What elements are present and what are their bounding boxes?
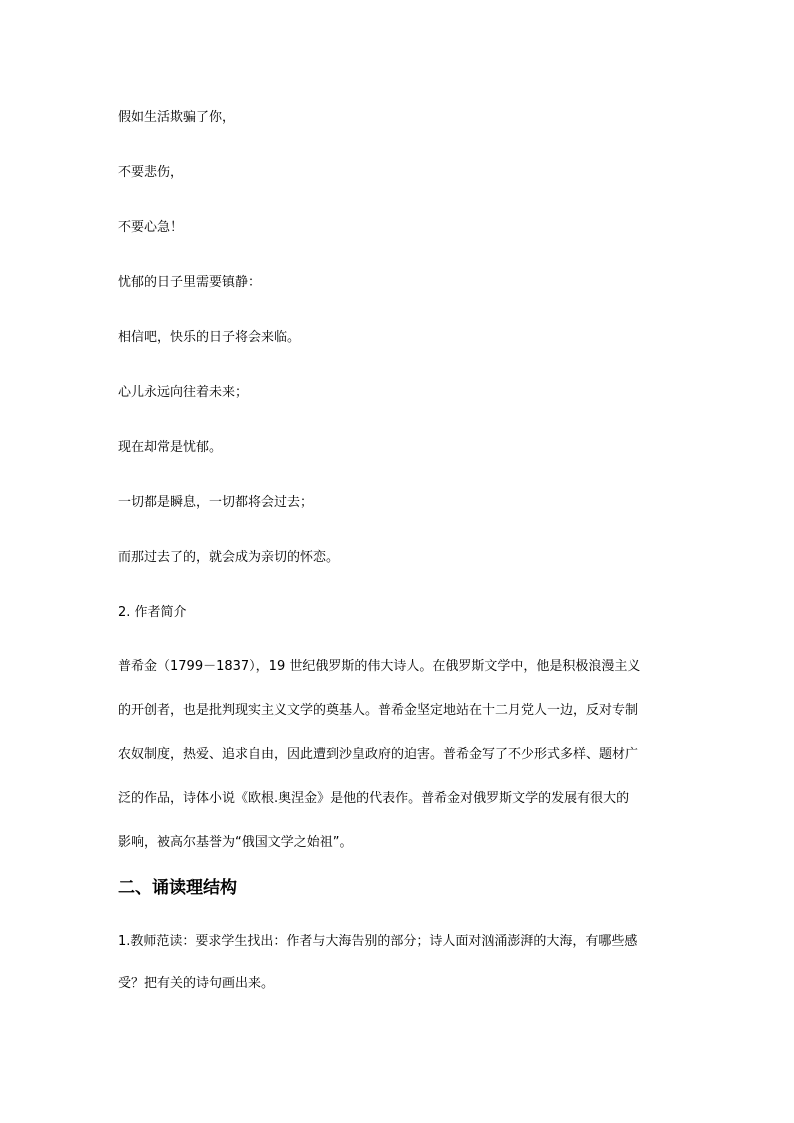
section-item-line-2: 受？把有关的诗句画出来。 (118, 976, 275, 991)
section-item-line-1: 1.教师范读：要求学生找出：作者与大海告别的部分；诗人面对汹涌澎湃的大海，有哪些感 (118, 934, 638, 949)
poem-line-3: 不要心急！ (118, 220, 184, 235)
poem-line-4: 忧郁的日子里需要镇静： (118, 275, 262, 290)
poem-line-2: 不要悲伤， (118, 165, 184, 180)
author-section-title: 2. 作者简介 (118, 605, 187, 620)
author-paragraph-line-2: 的开创者，也是批判现实主义文学的奠基人。普希金坚定地站在十二月党人一边，反对专制 (118, 703, 639, 718)
author-paragraph-line-5: 影响，被高尔基誉为“俄国文学之始祖”。 (118, 835, 353, 850)
poem-line-8: 一切都是瞬息，一切都将会过去； (118, 495, 314, 510)
poem-line-6: 心儿永远向往着未来； (118, 385, 249, 400)
poem-line-1: 假如生活欺骗了你， (118, 110, 236, 125)
poem-line-9: 而那过去了的，就会成为亲切的怀恋。 (118, 550, 340, 565)
poem-line-5: 相信吧，快乐的日子将会来临。 (118, 330, 301, 345)
author-paragraph-line-3: 农奴制度，热爱、追求自由，因此遭到沙皇政府的迫害。普希金写了不少形式多样、题材广 (118, 747, 639, 762)
poem-line-7: 现在却常是忧郁。 (118, 440, 223, 455)
section-heading: 二、诵读理结构 (118, 878, 237, 898)
author-paragraph-line-4: 泛的作品，诗体小说《欧根.奥涅金》是他的代表作。普希金对俄罗斯文学的发展有很大的 (118, 791, 630, 806)
author-paragraph-line-1: 普希金（1799－1837），19 世纪俄罗斯的伟大诗人。在俄罗斯文学中，他是积极浪漫主义 (118, 659, 641, 674)
